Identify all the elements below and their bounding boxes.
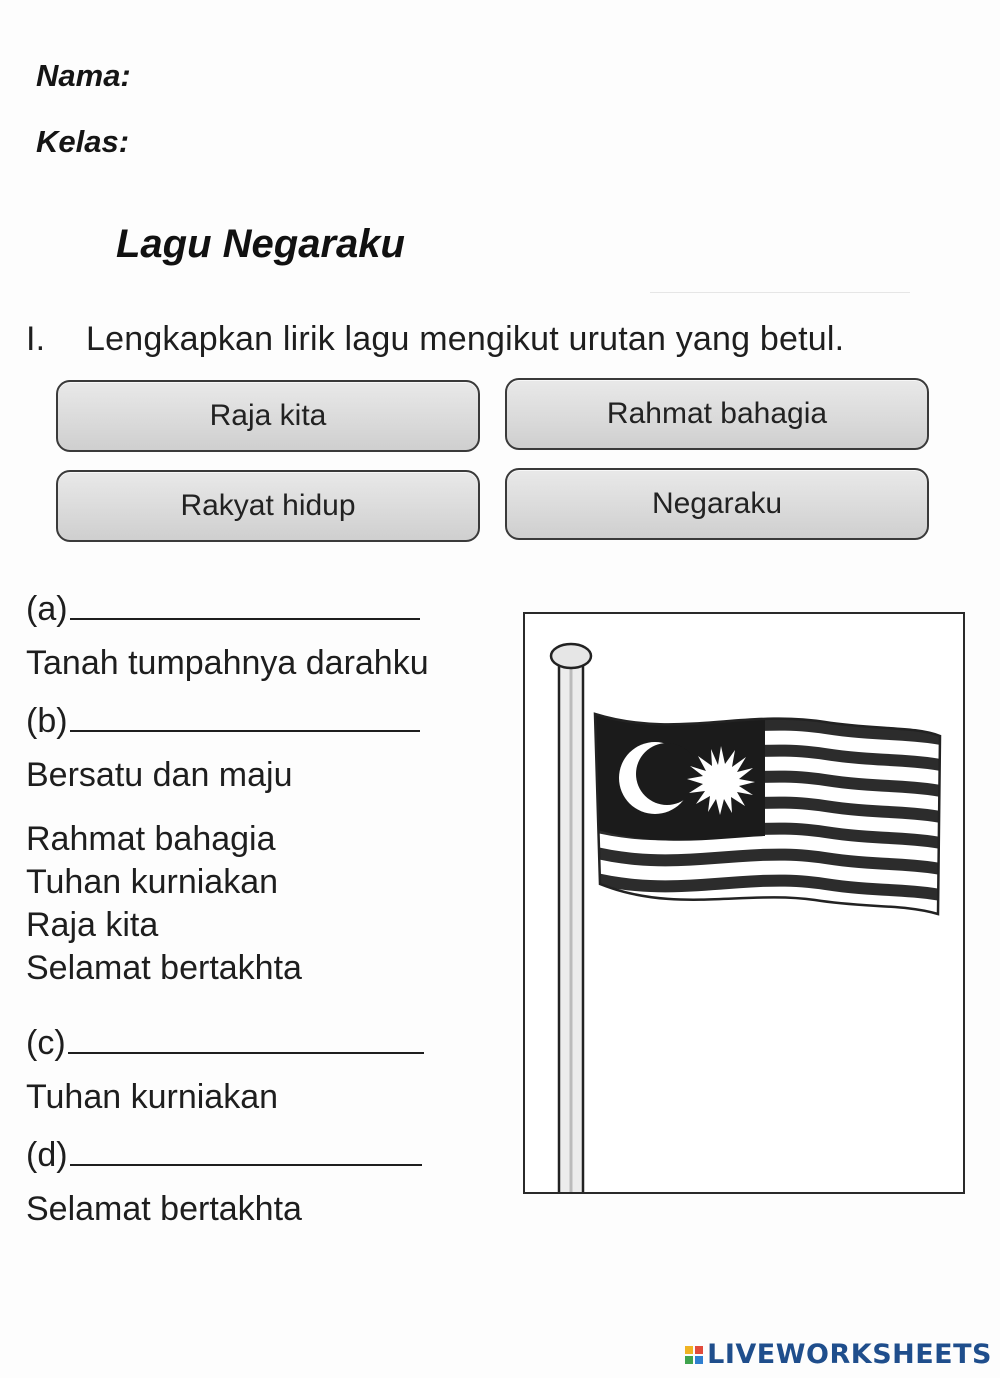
lyric-line: Tanah tumpahnya darahku (26, 644, 429, 682)
word-bank-item[interactable]: Rakyat hidup (56, 470, 480, 542)
word-bank-item[interactable]: Negaraku (505, 468, 929, 540)
brand-logo-icon (685, 1346, 703, 1364)
name-field-label: Nama: (36, 58, 131, 93)
flag-illustration-frame (523, 612, 965, 1194)
divider (650, 292, 910, 293)
page-title: Lagu Negaraku (116, 222, 405, 266)
answer-label-d: (d) (26, 1136, 68, 1174)
answer-row-d (26, 1138, 422, 1172)
answer-blank-b[interactable] (70, 704, 420, 732)
answer-row-a (26, 592, 420, 626)
answer-label-c: (c) (26, 1024, 66, 1062)
word-bank-item[interactable]: Raja kita (56, 380, 480, 452)
word-bank-item[interactable]: Rahmat bahagia (505, 378, 929, 450)
lyric-line: Bersatu dan maju (26, 756, 293, 794)
lyric-line: Tuhan kurniakan (26, 863, 279, 901)
lyric-line: Tuhan kurniakan (26, 1078, 279, 1116)
answer-row-c (26, 1026, 424, 1060)
answer-blank-a[interactable] (70, 592, 420, 620)
lyric-line: Raja kita (26, 906, 159, 944)
class-field-label: Kelas: (36, 124, 130, 159)
brand-name: LIVEWORKSHEETS (707, 1339, 992, 1370)
answer-blank-d[interactable] (70, 1138, 422, 1166)
answer-label-b: (b) (26, 702, 68, 740)
answer-row-b (26, 704, 420, 738)
answer-blank-c[interactable] (68, 1026, 424, 1054)
lyric-line: Rahmat bahagia (26, 820, 276, 858)
instruction-text: Lengkapkan lirik lagu mengikut urutan yang betul. (86, 320, 845, 358)
lyric-verse (26, 818, 302, 990)
lyric-line: Selamat bertakhta (26, 1190, 302, 1228)
instruction-number: I. (26, 320, 46, 358)
lyric-line: Selamat bertakhta (26, 949, 302, 987)
instruction (26, 320, 844, 359)
liveworksheets-logo (685, 1339, 992, 1370)
malaysia-flag-icon (525, 614, 963, 1192)
answer-label-a: (a) (26, 590, 68, 628)
